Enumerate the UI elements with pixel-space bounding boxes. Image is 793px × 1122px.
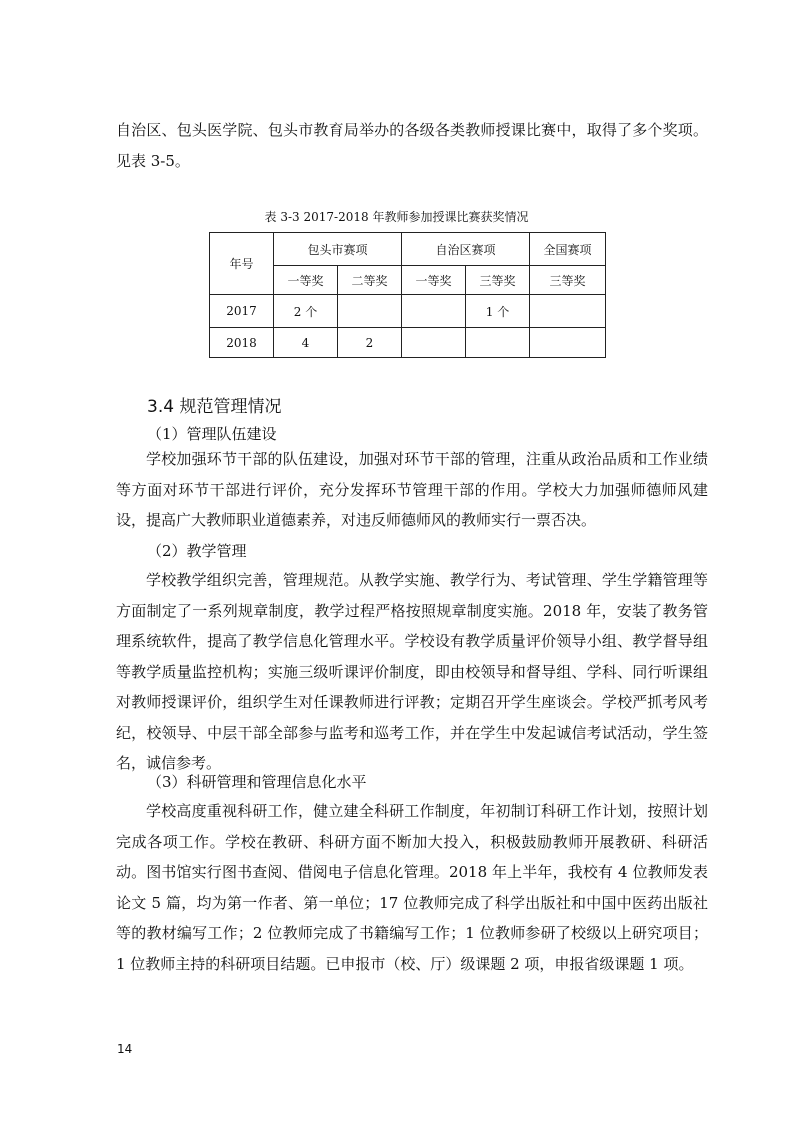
subsection-title: （1）管理队伍建设	[147, 425, 277, 443]
table-cell: 2	[338, 328, 402, 358]
section-heading: 3.4 规范管理情况	[147, 397, 282, 417]
group-header-national: 全国赛项	[530, 233, 606, 266]
table-cell	[402, 328, 466, 358]
table-cell	[530, 328, 606, 358]
table-cell: 4	[274, 328, 338, 358]
table-caption: 表 3-3 2017-2018 年教师参加授课比赛获奖情况	[264, 210, 529, 224]
table-cell	[466, 328, 530, 358]
subheader-cell: 二等奖	[338, 266, 402, 295]
year-cell: 2017	[210, 295, 274, 328]
subheader-cell: 三等奖	[466, 266, 530, 295]
subheader-cell: 一等奖	[402, 266, 466, 295]
table-cell	[530, 295, 606, 328]
intro-paragraph: 自治区、包头医学院、包头市教育局举办的各级各类教师授课比赛中，取得了多个奖项。见表 3-5。	[116, 121, 708, 170]
year-cell: 2018	[210, 328, 274, 358]
year-header: 年号	[210, 233, 274, 295]
subsection-title: （3）科研管理和管理信息化水平	[147, 773, 367, 791]
subsection-title: （2）教学管理	[147, 542, 247, 560]
table-cell	[402, 295, 466, 328]
subheader-cell: 三等奖	[530, 266, 606, 295]
table-row	[210, 328, 606, 358]
page-number: 14	[117, 1042, 133, 1056]
subheader-cell: 一等奖	[274, 266, 338, 295]
subsection-body: 学校高度重视科研工作，健立建全科研工作制度，年初制订科研工作计划，按照计划完成各项工作。学校在教研、科研方面不断加大投入，积极鼓励教师开展教研、科研活动。图书馆实行图书查阅、借阅电子信息化管理。2018 年上半年，我校有 4 位教师发表论文 5 篇，均为第一作者、第一单位；17 位教师完成了科学出版社和中国中医药出版社等的教材编写工作；2 位教师完成了书籍编写工作；1 位教师参研了校级以上研究项目；1 位教师主持的科研项目结题。已申报市（校、厅）级课题 2 项，申报省级课题 1 项。	[116, 802, 708, 973]
table-cell: 2 个	[274, 295, 338, 328]
group-header-baotou: 包头市赛项	[274, 233, 402, 266]
table-row	[210, 295, 606, 328]
table-cell: 1 个	[466, 295, 530, 328]
subsection-body: 学校教学组织完善，管理规范。从教学实施、教学行为、考试管理、学生学籍管理等方面制定了一系列规章制度，教学过程严格按照规章制度实施。2018 年，安装了教务管理系统软件，提高了教学信息化管理水平。学校设有教学质量评价领导小组、教学督导组等教学质量监控机构；实施三级听课评价制度，即由校领导和督导组、学科、同行听课组对教师授课评价，组织学生对任课教师进行评教；定期召开学生座谈会。学校严抓考风考纪，校领导、中层干部全部参与监考和巡考工作，并在学生中发起诚信考试活动，学生签名，诚信参考。	[116, 571, 708, 772]
table-cell	[338, 295, 402, 328]
subsection-body: 学校加强环节干部的队伍建设，加强对环节干部的管理，注重从政治品质和工作业绩等方面对环节干部进行评价，充分发挥环节管理干部的作用。学校大力加强师德师风建设，提高广大教师职业道德素养，对违反师德师风的教师实行一票否决。	[116, 450, 708, 529]
awards-table	[209, 232, 606, 358]
group-header-autonomous-region: 自治区赛项	[402, 233, 530, 266]
